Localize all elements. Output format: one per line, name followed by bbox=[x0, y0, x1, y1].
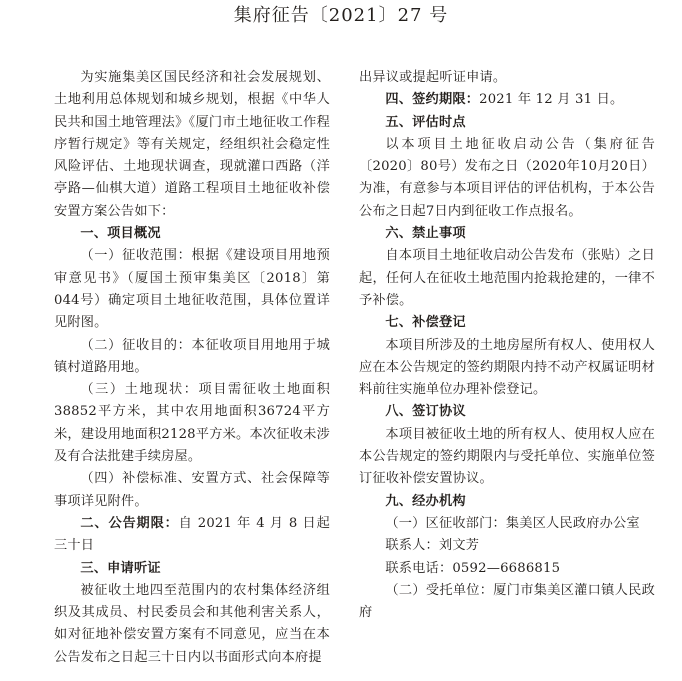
section-announcement-period bbox=[54, 513, 330, 558]
section-signing-period bbox=[359, 89, 655, 111]
agency-contact-person: 联系人：刘文芳 bbox=[385, 538, 480, 554]
section-heading-compensation-registration: 七、补偿登记 bbox=[385, 315, 466, 331]
left-column bbox=[54, 67, 330, 669]
paragraph-hearing: 被征收土地四至范围内的农村集体经济组织及其成员、村民委员会和其他利害关系人，如对征地补偿安置方案有不同意见，应当在本公告发布之日起三十日内以书面形式向本府提 bbox=[54, 582, 330, 665]
paragraph-expropriation-purpose: （二）征收目的：本征收项目用地用于城镇村道路用地。 bbox=[54, 337, 330, 375]
paragraph-prohibitions: 自本项目土地征收启动公告发布（张贴）之日起，任何人在征收土地范围内抢栽抢建的，一律不予补偿。 bbox=[359, 248, 655, 308]
right-column bbox=[359, 67, 655, 624]
section-heading-project-overview: 一、项目概况 bbox=[80, 226, 161, 242]
announcement-period-value: 自 2021 年 4 月 8 日起三十日 bbox=[54, 515, 330, 554]
paragraph-land-status: （三）土地现状：项目需征收土地面积38852平方米，其中农用地面积36724平方米，建设用地面积2128平方米。本次征收未涉及有合法批建手续房屋。 bbox=[54, 382, 330, 465]
section-heading-agreement: 八、签订协议 bbox=[385, 404, 466, 420]
paragraph-compensation-standards: （四）补偿标准、安置方式、社会保障等事项详见附件。 bbox=[54, 471, 330, 509]
signing-period-label: 四、签约期限： bbox=[385, 92, 480, 108]
section-heading-handling-agencies: 九、经办机构 bbox=[385, 493, 466, 509]
signing-period-value: 2021 年 12 月 31 日。 bbox=[479, 92, 624, 108]
section-heading-valuation-date: 五、评估时点 bbox=[385, 114, 466, 130]
agency-entrusted-unit: （二）受托单位：厦门市集美区灌口镇人民政府 bbox=[359, 582, 655, 621]
paragraph-hearing-continued: 出异议或提起听证申请。 bbox=[359, 70, 507, 85]
agency-contact-phone: 联系电话：0592—6686815 bbox=[385, 560, 561, 576]
announcement-period-label: 二、公告期限： bbox=[80, 515, 179, 531]
paragraph-expropriation-scope: （一）征收范围：根据《建设项目用地预审意见书》（厦国土预审集美区〔2018〕第044号）确定项目土地征收范围，具体位置详见附图。 bbox=[54, 248, 330, 331]
section-heading-hearing: 三、申请听证 bbox=[80, 560, 161, 576]
intro-paragraph: 为实施集美区国民经济和社会发展规划、土地利用总体规划和城乡规划，根据《中华人民共和国土地管理法》《厦门市土地征收工作程序暂行规定》等有关规定，经组织社会稳定性风险评估、土地现状调查，现就灌口西路（洋亭路—仙棋大道）道路工程项目土地征收补偿安置方案公告如下： bbox=[54, 70, 330, 219]
paragraph-agreement: 本项目被征收土地的所有权人、使用权人应在本公告规定的签约期限内与受托单位、实施单位签订征收补偿安置协议。 bbox=[359, 426, 655, 487]
document-number-title: 集府征告〔2021〕27 号 bbox=[233, 5, 449, 26]
paragraph-compensation-registration: 本项目所涉及的土地房屋所有权人、使用权人应在本公告规定的签约期限内持不动产权属证明材料前往实施单位办理补偿登记。 bbox=[359, 337, 655, 398]
paragraph-valuation-date: 以本项目土地征收启动公告（集府征告〔2020〕80号）发布之日（2020年10月20日）为准，有意参与本项目评估的评估机构，于本公告公布之日起7日内到征收工作点报名。 bbox=[359, 136, 655, 219]
section-heading-prohibitions: 六、禁止事项 bbox=[385, 226, 466, 242]
agency-district-department: （一）区征收部门：集美区人民政府办公室 bbox=[385, 515, 640, 531]
